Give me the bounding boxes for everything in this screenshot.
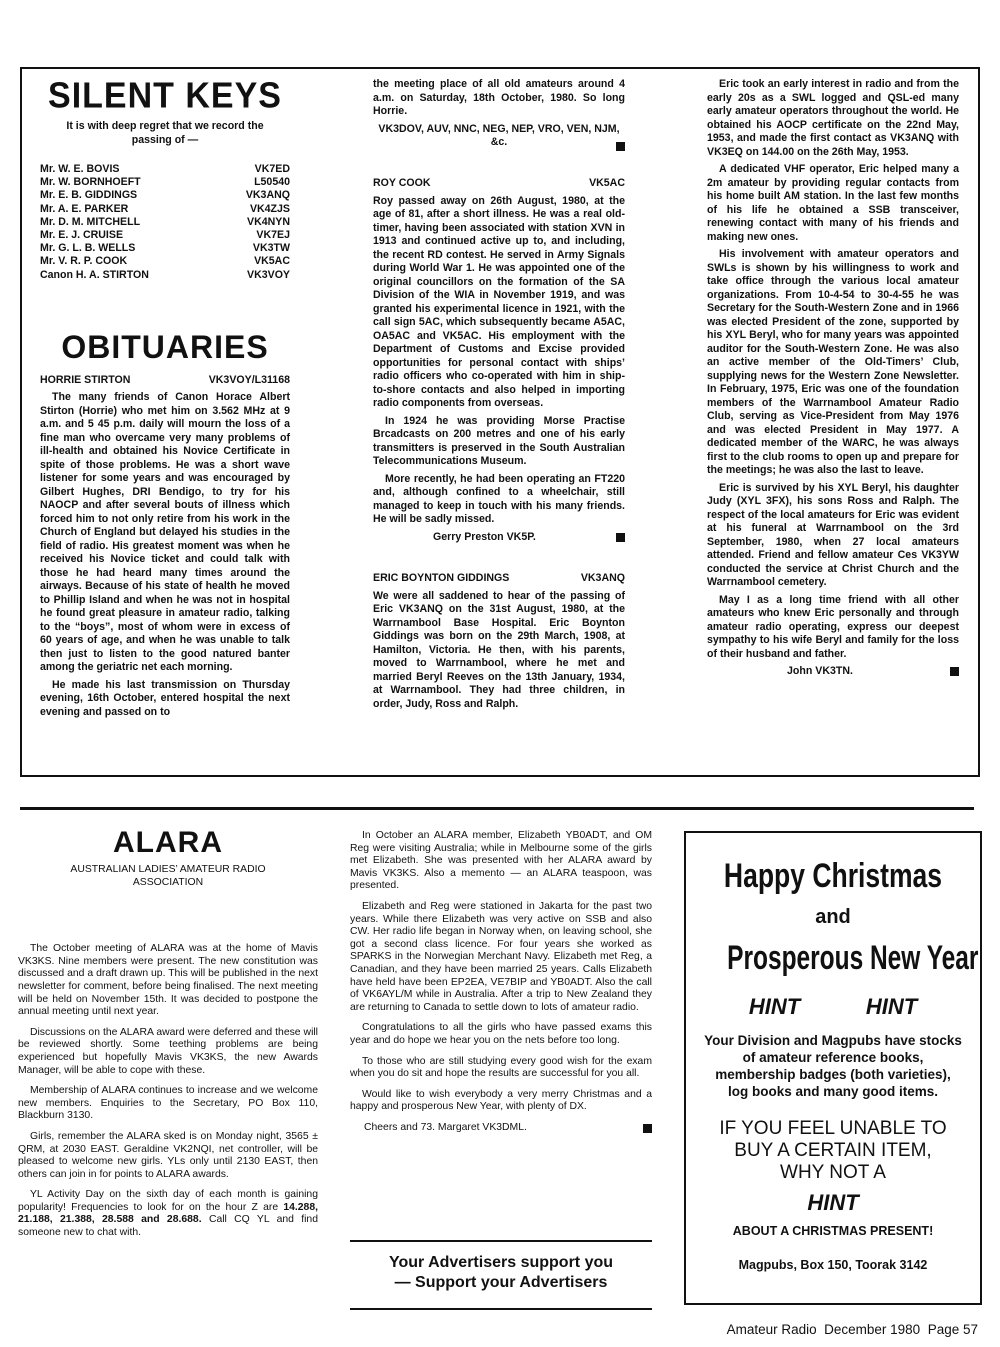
silent-key-row: Mr. D. M. MITCHELL VK4NYN	[40, 215, 290, 228]
roy-paragraph: More recently, he had been operating an FT220 and, although confined to a wheelchair, still managed to keep in touch with his many friends. He will be sadly missed.	[373, 472, 625, 525]
alara-paragraph: Girls, remember the ALARA sked is on Monday night, 3565 ± QRM, at 2030 EAST. Geraldine VK2NQI, net controller, will be pleased to welcome new girls. YLs only until 2130 EAST, then others can join in for points to ALARA awards.	[18, 1130, 318, 1180]
alara-title: ALARA	[113, 826, 223, 859]
silent-key-row: Mr. E. B. GIDDINGS VK3ANQ	[40, 189, 290, 202]
end-mark-icon	[643, 1124, 652, 1133]
alara-paragraph: Discussions on the ALARA award were deferred and these will be reviewed shortly. Some teething problems are being experienced but hopefully Mavis VK3KS, the new Awards Manager, will be able to cope with these.	[18, 1026, 318, 1076]
alara-paragraph: In October an ALARA member, Elizabeth YB0ADT, and OM Reg were visiting Australia; while in Melbourne some of the girls met Elizabeth. She was presented with her ALARA award by Mavis VK3KS. Also a memento — an ALARA teaspoon, was presented.	[350, 830, 652, 892]
ad-body: Your Division and Magpubs have stocks of amateur reference books, membership badges (both varieties), log books and many good items.	[704, 1033, 962, 1099]
silent-key-row: Mr. V. R. P. COOK VK5AC	[40, 255, 290, 268]
alara-signoff: Cheers and 73. Margaret VK3DML.	[350, 1122, 652, 1135]
column-1	[40, 78, 290, 723]
alara-paragraph: To those who are still studying every good wish for the exam when you do sit and hope the results are successful for you all.	[350, 1055, 652, 1080]
eric-header	[373, 572, 625, 586]
ad-and: and	[815, 906, 851, 928]
silent-keys-intro: It is with deep regret that we record the passing of —	[66, 120, 264, 146]
ad-new-year: Prosperous New Year	[727, 939, 979, 977]
silent-key-row: Mr. E. J. CRUISE VK7EJ	[40, 229, 290, 242]
support-advertisers-box	[350, 1240, 652, 1310]
eric-call: VK3ANQ	[580, 572, 625, 584]
column-2	[373, 78, 625, 715]
eric-signoff: John VK3TN.	[707, 665, 959, 679]
ad-hint-row	[686, 994, 980, 1020]
alara-paragraph: The October meeting of ALARA was at the home of Mavis VK3KS. Nine members were present. The new constitution was discussed and a draft drawn up. This will be published in the next newsletter for comment, before being finalised. The next meeting will be held on November 15th. It was decided to postpone the annual meeting until next year.	[18, 943, 318, 1018]
silent-keys-list	[40, 163, 290, 282]
horrie-signoff: VK3DOV, AUV, NNC, NEG, NEP, VRO, VEN, NJM, &c.	[378, 122, 620, 148]
silent-key-row: Mr. G. L. B. WELLS VK3TW	[40, 242, 290, 255]
eric-paragraph: Eric is survived by his XYL Beryl, his daughter Judy (XYL 3FX), his sons Ross and Ralph. The respect of the local amateurs for Eric was evident at his funeral at Warrnambool on the 3rd September, 1980, when 27 local amateurs attended. Friend and fellow amateur Ces VK3YW conducted the service at Christ Church and the Warrnambool cemetery.	[707, 481, 959, 588]
ad-address: Magpubs, Box 150, Toorak 3142	[738, 1258, 928, 1272]
ad-question: IF YOU FEEL UNABLE TO BUY A CERTAIN ITEM, WHY NOT A	[719, 1118, 947, 1183]
roy-signoff: Gerry Preston VK5P.	[373, 531, 625, 545]
horrie-header	[40, 374, 290, 388]
horrie-paragraph: The many friends of Canon Horace Albert Stirton (Horrie) who met him on 3.562 MHz at 9 a.m. and 5 45 p.m. daily will mourn the loss of a fine man who overcame very many problems of ill-health and obtained his Novice Certificate in spite of those problems. He was a short wave listener for some years and was encouraged by Gilbert Hughes, DRI Bendigo, to try for his NAOCP and after several bouts of illness which forced him to not only retire from his work in the Church of England but delayed his studies in the field of radio. His greatest moment was when he received his Novice ticket and could talk with those he had heard many times around the airways. Because of his state of health he moved to Phillip Island and when he was not in hospital he found great pleasure in amateur radio, talking to the “boys”, most of whom were in excess of 60 years of age, and when he was unable to talk then just to listen to the good natured banter among the geriatric net each morning.	[40, 391, 290, 674]
christmas-advert	[684, 831, 982, 1305]
roy-header	[373, 177, 625, 191]
eric-paragraph: We were all saddened to hear of the passing of Eric VK3ANQ on the 31st August, 1980, at the Warrnambool Base Hospital. Eric Boynton Giddings was born on the 29th March, 1908, at Hamilton, Victoria. He then, with his parents, moved to Warrnambool, where he met and married Beryl Reeves on the 13th January, 1934, at Warrnambool. They had three children, in order, Judy, Ross and Ralph.	[373, 589, 625, 710]
column-3	[707, 78, 959, 679]
eric-paragraph: May I as a long time friend with all other amateurs who knew Eric personally and through amateur radio operating, express our deepest sympathy to his wife Beryl and family for the loss of their husband and father.	[707, 593, 959, 660]
alara-column-1	[18, 826, 318, 1248]
eric-paragraph: His involvement with amateur operators and SWLs is shown by his willingness to work and take office through the various local amateur organizations. From 10-4-54 to 30-4-55 he was Secretary for the South-Western Zone and in 1966 was elected President of the zone, supported by his XYL Beryl, who for many years was appointed auditor for the South-Western Zone. He was also an active member of the Old-Timers’ Club, supplying news for the Western Zone Newsletter. In February, 1975, Eric was one of the foundation members of the Warrnambool Amateur Radio Club, serving as Vice-President from May 1976 and was elected President in May 1977. A dedicated member of the WARC, he was always first to the club rooms to open up and prepare for the meetings; he was also the last to leave.	[707, 248, 959, 476]
end-mark-icon	[616, 533, 625, 542]
support-line-1: Your Advertisers support you	[388, 1254, 614, 1271]
horrie-paragraph: the meeting place of all old amateurs around 4 a.m. on Saturday, 18th October, 1980. So long Horrie.	[373, 78, 625, 117]
silent-key-row: Mr. A. E. PARKER VK4ZJS	[40, 202, 290, 215]
hint-logo: HINT	[748, 994, 801, 1019]
silent-keys-title: SILENT KEYS	[48, 76, 282, 116]
obituaries-title: OBITUARIES	[61, 328, 269, 365]
section-divider	[20, 807, 974, 810]
alara-column-2	[350, 830, 652, 1134]
alara-paragraph: Would like to wish everybody a very merry Christmas and a happy and prosperous New Year, with plenty of DX.	[350, 1088, 652, 1113]
alara-subtitle: AUSTRALIAN LADIES’ AMATEUR RADIO ASSOCIATION	[70, 864, 266, 888]
hint-logo: HINT	[865, 994, 918, 1019]
alara-paragraph: Membership of ALARA continues to increase and we welcome new members. Enquiries to the Secretary, PO Box 110, Blackburn 3130.	[18, 1085, 318, 1122]
eric-name: ERIC BOYNTON GIDDINGS	[373, 572, 510, 584]
roy-paragraph: In 1924 he was providing Morse Practise Brcadcasts on 200 metres and one of his early transmitters is preserved in the South Australian Telecommunications Museum.	[373, 414, 625, 467]
roy-name: ROY COOK	[373, 177, 431, 189]
eric-paragraph: Eric took an early interest in radio and from the early 20s as a SWL logged and QSL-ed many early amateur operators throughout the world. He obtained his AOCP certificate on the 22nd May, 1953, and made the first contact as VK3ANQ with VK3EQ on 144.00 on the 26th May, 1953.	[707, 78, 959, 158]
support-line-2: — Support your Advertisers	[394, 1274, 608, 1291]
alara-paragraph: Congratulations to all the girls who have passed exams this year and do hope we hear you on the nets before too long.	[350, 1022, 652, 1046]
silent-key-row: Canon H. A. STIRTON VK3VOY	[40, 268, 290, 281]
page-footer: Amateur Radio December 1980 Page 57	[726, 1322, 978, 1337]
end-mark-icon	[616, 142, 625, 151]
horrie-call: VK3VOY/L31168	[208, 373, 290, 386]
silent-key-row: Mr. W. E. BOVIS VK7ED	[40, 163, 290, 175]
silent-key-row: Mr. W. BORNHOEFT L50540	[40, 176, 290, 189]
ad-happy-christmas: Happy Christmas	[723, 857, 943, 895]
hint-logo: HINT	[807, 1190, 859, 1215]
alara-frequencies: 14.288, 21.188, 21.388, 28.588 and 28.688.	[18, 1201, 318, 1226]
eric-paragraph: A dedicated VHF operator, Eric helped many a 2m amateur by providing regular contacts from his home built AM station. In the last few months of his life he obtained a SSB transceiver, renewing contact with many of his friends and making new ones.	[707, 163, 959, 243]
horrie-name: HORRIE STIRTON	[40, 373, 131, 386]
alara-paragraph: YL Activity Day on the sixth day of each month is gaining popularity! Frequencies to look for on the hour Z are 14.288, 21.188, 21.388, 28.588 and 28.688. Call CQ YL and find someone new to chat with.	[18, 1189, 318, 1239]
roy-call: VK5AC	[589, 177, 625, 189]
ad-present: ABOUT A CHRISTMAS PRESENT!	[732, 1224, 934, 1238]
end-mark-icon	[950, 667, 959, 676]
horrie-paragraph: He made his last transmission on Thursday evening, 16th October, entered hospital the next evening and passed on to	[40, 678, 290, 718]
roy-paragraph: Roy passed away on 26th August, 1980, at the age of 81, after a short illness. He was a real old-timer, having been associated with station XVN in 1913 and continued active up to, and including, the recent RD contest. He served in Army Signals during World War 1. He was appointed one of the original councillors on the formation of the SA Division of the WIA in November 1919, and was granted his experimental licence in 1921, with the call sign 5AC, which subsequently became A5AC, OA5AC and VK5AC. His employment with the Department of Customs and Excise provided opportunities for personal contact with ships’ radio officers who co-operated with him in ship-to-shore contacts and also helped in importing radio components from overseas.	[373, 194, 625, 409]
alara-paragraph: Elizabeth and Reg were stationed in Jakarta for the past two years. While there Elizabeth was very active on SSB and also CW. Her radio life began in Norway when, on leaving school, she got a second class licence. For four years she worked as SPARKS in the Norwegian Merchant Navy. Elizabeth met Reg, a Canadian, and they have been married 25 years. Calls Elizabeth have held have been EP2EA, VE7BIP and YB0ADT. Also the call of VK6AYL/M while in Australia. After a trip to New Zealand they are returning to Canada to settle down to lots of amateur radio.	[350, 900, 652, 1013]
